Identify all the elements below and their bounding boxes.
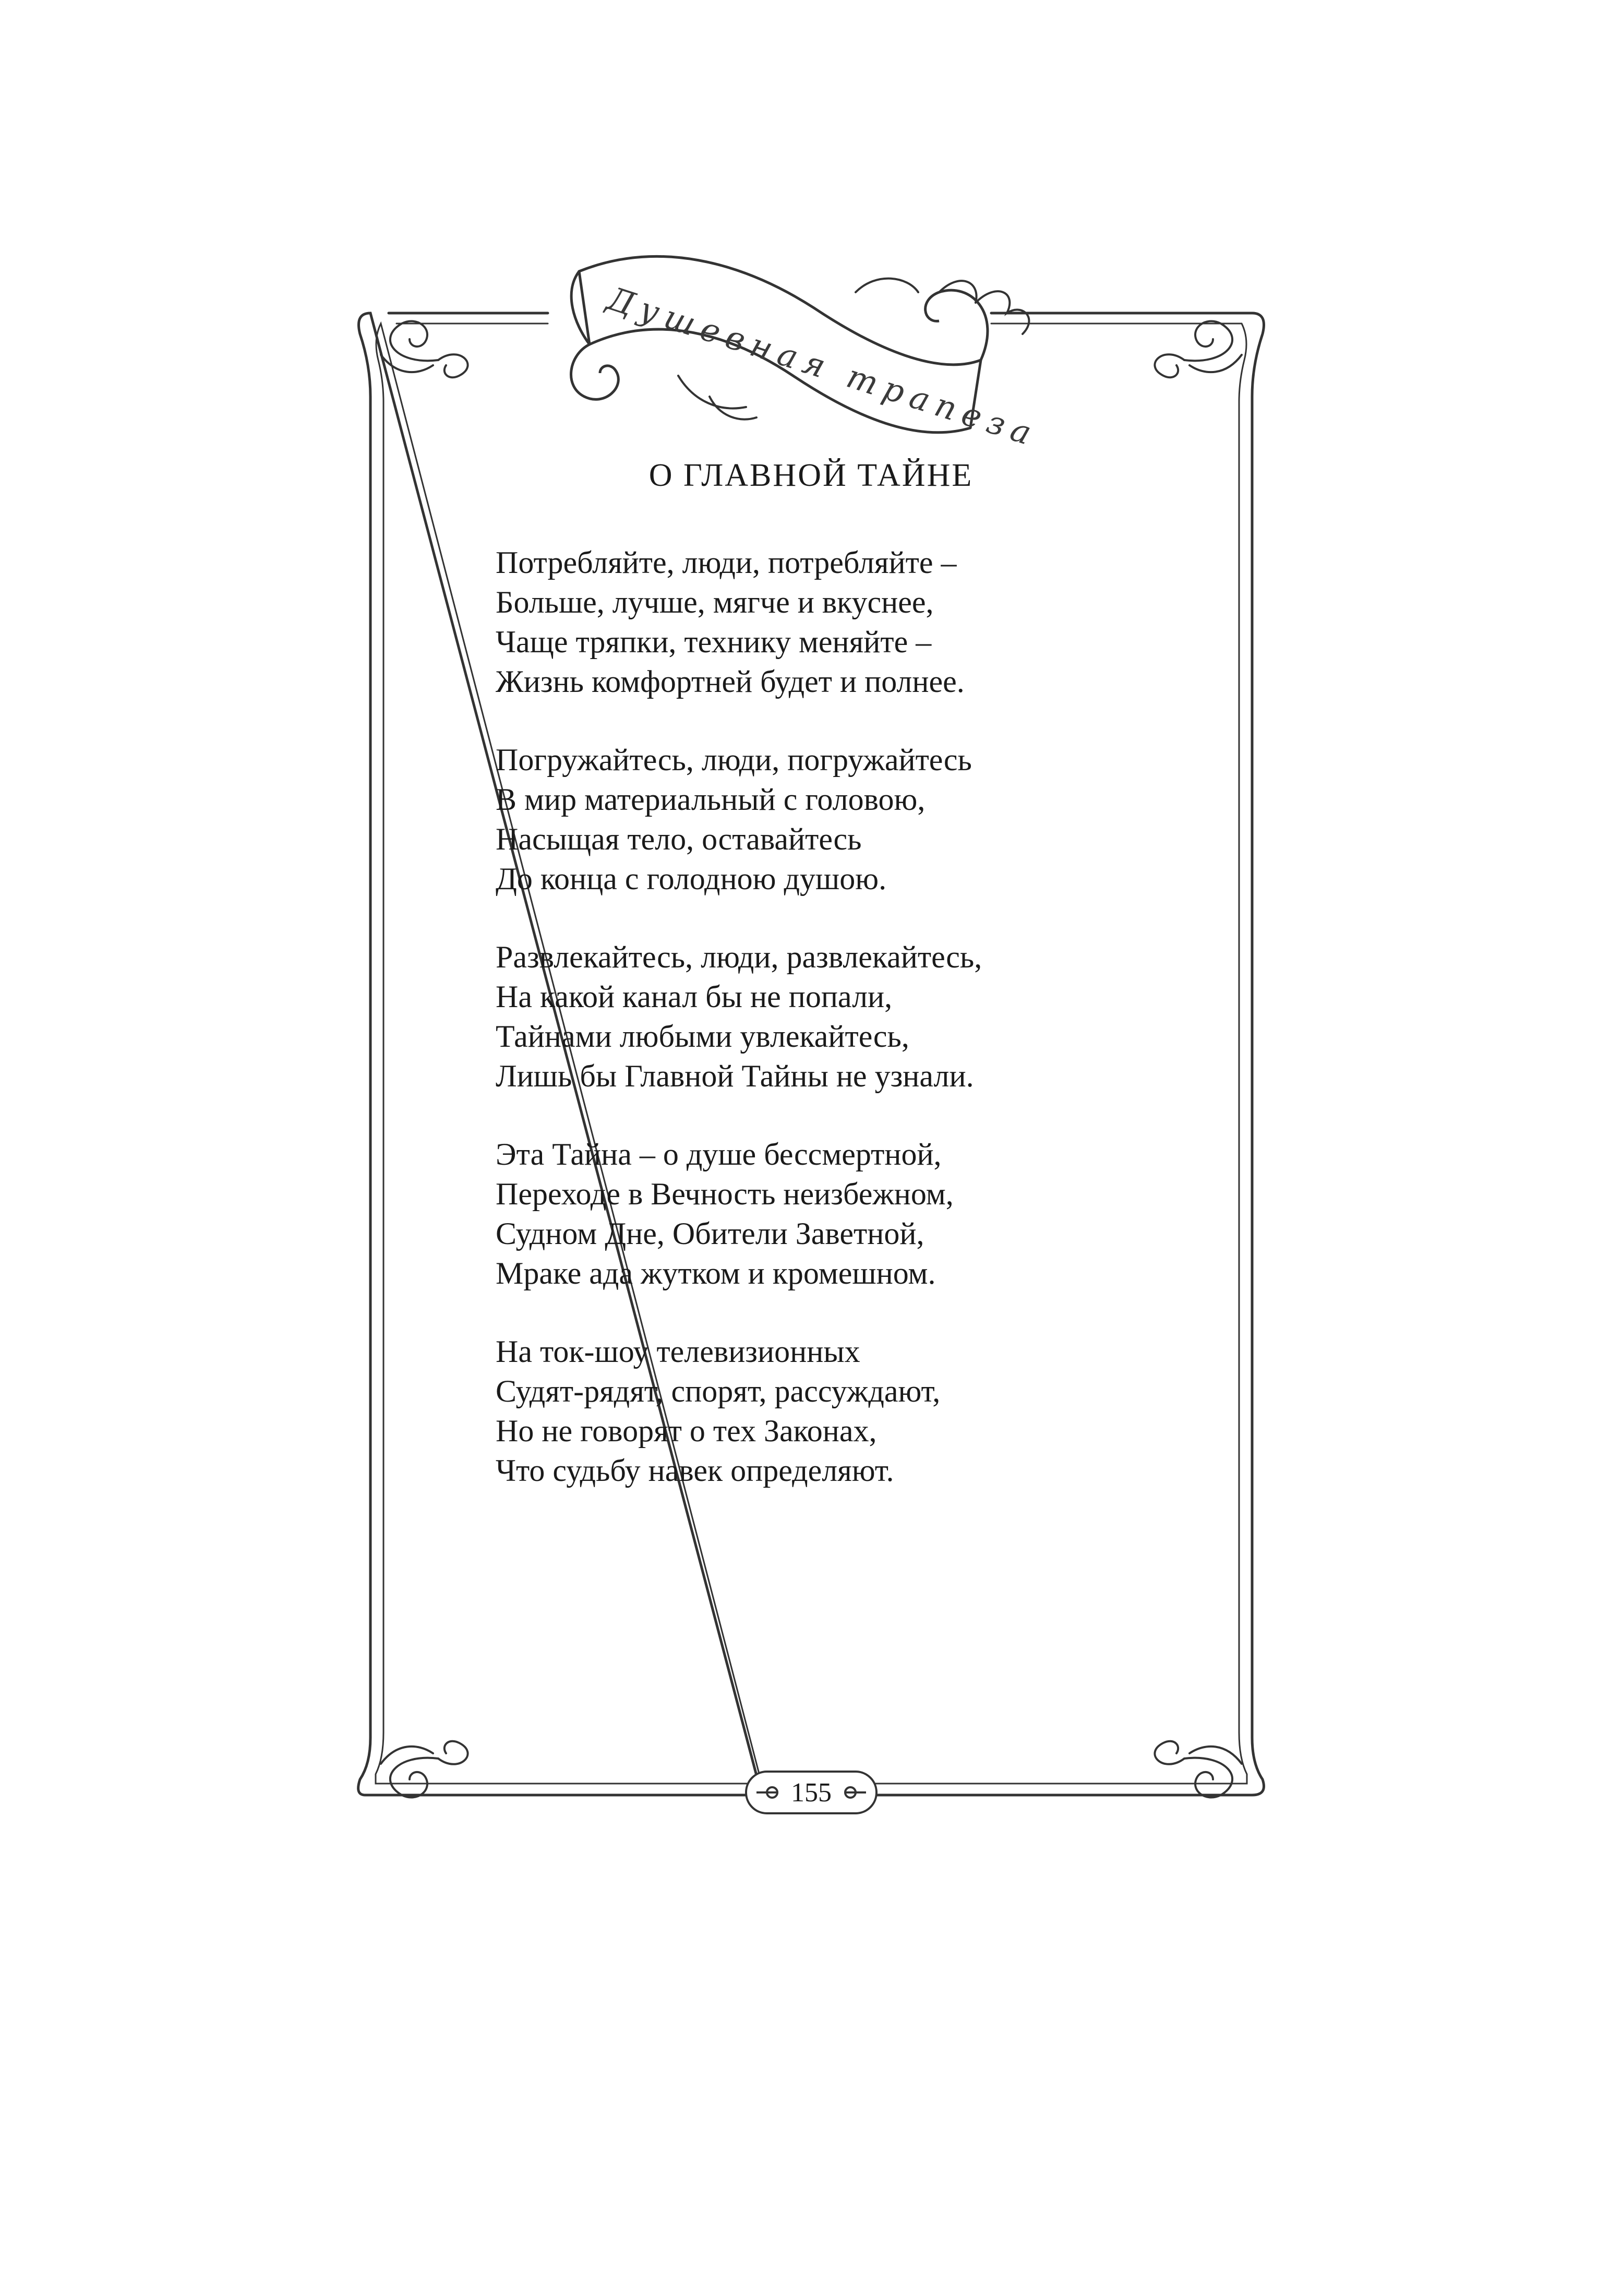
stanza-2 — [496, 740, 1278, 899]
page-number: 155 — [791, 1778, 832, 1808]
poem-line: Что судьбу навек определяют. — [496, 1453, 894, 1488]
poem-line: На какой канал бы не попали, — [496, 979, 893, 1014]
corner-ornament-top-right — [1155, 321, 1242, 377]
poem-line: Но не говорят о тех Законах, — [496, 1414, 877, 1448]
corner-ornament-bottom-right — [1155, 1741, 1242, 1798]
stanza-5 — [496, 1332, 1278, 1490]
poem-line: Больше, лучше, мягче и вкуснее, — [496, 585, 934, 619]
poem-line: Жизнь комфортней будет и полнее. — [496, 664, 965, 699]
poem-line: Эта Тайна – о душе бессмертной, — [496, 1137, 942, 1171]
poem-body — [496, 543, 1278, 1529]
stanza-1 — [496, 543, 1278, 701]
poem-line: Чаще тряпки, технику меняйте – — [496, 625, 932, 659]
poem-line: На ток-шоу телевизионных — [496, 1334, 860, 1369]
poem-line: Потребляйте, люди, потребляйте – — [496, 545, 957, 580]
poem-line: В мир материальный с головою, — [496, 782, 926, 817]
poem-line: Тайнами любыми увлекайтесь, — [496, 1019, 909, 1054]
poem-line: Судном Дне, Обители Заветной, — [496, 1216, 924, 1251]
corner-ornament-top-left — [381, 321, 468, 377]
poem-line: Мраке ада жутком и кромешном. — [496, 1256, 936, 1290]
poem-line: Погружайтесь, люди, погружайтесь — [496, 743, 972, 777]
poem-line: Переходе в Вечность неизбежном, — [496, 1177, 954, 1211]
corner-ornament-bottom-left — [381, 1741, 468, 1798]
poem-line: Судят-рядят, спорят, рассуждают, — [496, 1374, 941, 1408]
poem-line: Лишь бы Главной Тайны не узнали. — [496, 1059, 974, 1093]
poem-line: Насыщая тело, оставайтесь — [496, 822, 862, 856]
poem-line: Развлекайтесь, люди, развлекайтесь, — [496, 940, 982, 974]
poem-line: До конца с голодною душою. — [496, 862, 887, 896]
stanza-4 — [496, 1134, 1278, 1293]
poem-title: О ГЛАВНОЙ ТАЙНЕ — [648, 458, 974, 493]
banner-title: Душевная трапеза — [603, 279, 1043, 455]
stanza-3 — [496, 937, 1278, 1096]
